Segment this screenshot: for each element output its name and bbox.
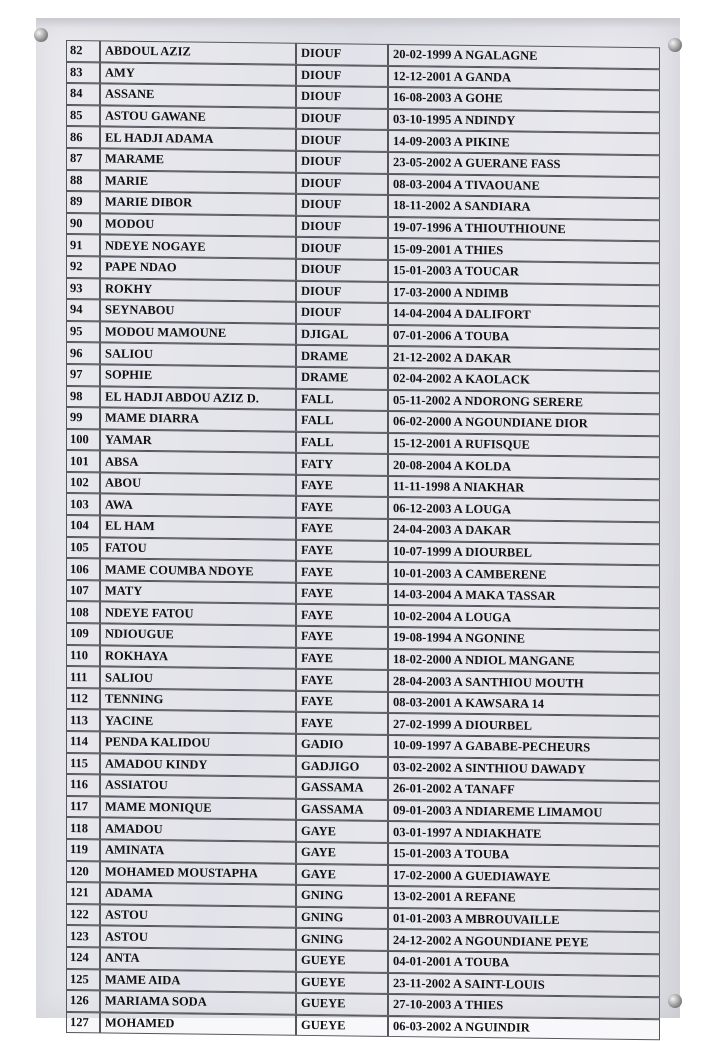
last-name-cell: DIOUF (296, 302, 388, 325)
last-name-cell: FAYE (296, 626, 388, 649)
last-name-cell: GADIO (296, 734, 388, 757)
birth-info-cell: 26-01-2002 A TANAFF (388, 778, 660, 803)
last-name-cell: GASSAMA (296, 777, 388, 800)
birth-info-cell: 23-05-2002 A GUERANE FASS (388, 152, 660, 177)
last-name-cell: FAYE (296, 561, 388, 584)
first-name-cell: MOHAMED MOUSTAPHA (100, 861, 296, 885)
row-number: 84 (66, 83, 100, 105)
first-name-cell: YACINE (100, 710, 296, 734)
last-name-cell: FALL (296, 431, 388, 454)
last-name-cell: GAYE (296, 820, 388, 843)
first-name-cell: ROKHY (100, 278, 296, 302)
row-number: 103 (66, 493, 100, 515)
first-name-cell: ADAMA (100, 883, 296, 907)
birth-info-cell: 03-02-2002 A SINTHIOU DAWADY (388, 757, 660, 782)
row-number: 118 (66, 817, 100, 839)
student-table (66, 40, 660, 1041)
last-name-cell: FAYE (296, 539, 388, 562)
last-name-cell: FAYE (296, 583, 388, 606)
last-name-cell: DRAME (296, 345, 388, 368)
first-name-cell: MARIE DIBOR (100, 192, 296, 216)
birth-info-cell: 09-01-2003 A NDIAREME LIMAMOU (388, 800, 660, 825)
birth-info-cell: 02-04-2002 A KAOLACK (388, 368, 660, 393)
birth-info-cell: 06-12-2003 A LOUGA (388, 497, 660, 522)
row-number: 110 (66, 645, 100, 667)
last-name-cell: GAYE (296, 863, 388, 886)
first-name-cell: MOHAMED (100, 1012, 296, 1036)
last-name-cell: FAYE (296, 475, 388, 498)
first-name-cell: MARAME (100, 148, 296, 172)
last-name-cell: GNING (296, 907, 388, 930)
first-name-cell: PAPE NDAO (100, 256, 296, 280)
last-name-cell: GUEYE (296, 993, 388, 1016)
birth-info-cell: 27-10-2003 A THIES (388, 994, 660, 1019)
row-number: 102 (66, 472, 100, 494)
birth-info-cell: 08-03-2001 A KAWSARA 14 (388, 692, 660, 717)
first-name-cell: ASSANE (100, 84, 296, 108)
birth-info-cell: 06-03-2002 A NGUINDIR (388, 1016, 660, 1041)
birth-info-cell: 18-11-2002 A SANDIARA (388, 195, 660, 220)
row-number: 124 (66, 947, 100, 969)
last-name-cell: DIOUF (296, 280, 388, 303)
birth-info-cell: 27-02-1999 A DIOURBEL (388, 713, 660, 738)
row-number: 82 (66, 40, 100, 62)
last-name-cell: GAYE (296, 842, 388, 865)
row-number: 100 (66, 429, 100, 451)
student-table-body (66, 40, 660, 1041)
first-name-cell: ABSA (100, 451, 296, 475)
first-name-cell: MAME MONIQUE (100, 796, 296, 820)
row-number: 97 (66, 364, 100, 386)
row-number: 112 (66, 688, 100, 710)
paper-top-shadow (36, 18, 680, 28)
last-name-cell: DIOUF (296, 237, 388, 260)
row-number: 83 (66, 62, 100, 84)
pin-bottom-right-icon (668, 994, 682, 1008)
row-number: 117 (66, 796, 100, 818)
last-name-cell: FAYE (296, 691, 388, 714)
row-number: 111 (66, 666, 100, 688)
birth-info-cell: 15-01-2003 A TOUBA (388, 843, 660, 868)
last-name-cell: FAYE (296, 518, 388, 541)
last-name-cell: DIOUF (296, 108, 388, 131)
last-name-cell: DIOUF (296, 259, 388, 282)
first-name-cell: MAME COUMBA NDOYE (100, 559, 296, 583)
last-name-cell: DIOUF (296, 129, 388, 152)
first-name-cell: SEYNABOU (100, 300, 296, 324)
row-number: 108 (66, 601, 100, 623)
row-number: 104 (66, 515, 100, 537)
row-number: 92 (66, 256, 100, 278)
last-name-cell: DIOUF (296, 151, 388, 174)
first-name-cell: ASSIATOU (100, 775, 296, 799)
first-name-cell: YAMAR (100, 429, 296, 453)
last-name-cell: GADJIGO (296, 755, 388, 778)
row-number: 109 (66, 623, 100, 645)
birth-info-cell: 06-02-2000 A NGOUNDIANE DIOR (388, 411, 660, 436)
first-name-cell: SOPHIE (100, 364, 296, 388)
last-name-cell: FAYE (296, 669, 388, 692)
first-name-cell: FATOU (100, 537, 296, 561)
birth-info-cell: 14-04-2004 A DALIFORT (388, 303, 660, 328)
first-name-cell: TENNING (100, 688, 296, 712)
birth-info-cell: 07-01-2006 A TOUBA (388, 325, 660, 350)
last-name-cell: DIOUF (296, 216, 388, 239)
first-name-cell: MATY (100, 580, 296, 604)
last-name-cell: DIOUF (296, 64, 388, 87)
row-number: 125 (66, 969, 100, 991)
row-number: 99 (66, 407, 100, 429)
first-name-cell: MODOU MAMOUNE (100, 321, 296, 345)
row-number: 90 (66, 213, 100, 235)
last-name-cell: GUEYE (296, 1015, 388, 1038)
birth-info-cell: 14-03-2004 A MAKA TASSAR (388, 584, 660, 609)
birth-info-cell: 05-11-2002 A NDORONG SERERE (388, 389, 660, 414)
first-name-cell: NDEYE NOGAYE (100, 235, 296, 259)
last-name-cell: FATY (296, 453, 388, 476)
birth-info-cell: 18-02-2000 A NDIOL MANGANE (388, 649, 660, 674)
first-name-cell: ROKHAYA (100, 645, 296, 669)
first-name-cell: MARIAMA SODA (100, 991, 296, 1015)
row-number: 101 (66, 450, 100, 472)
first-name-cell: MAME DIARRA (100, 408, 296, 432)
last-name-cell: FALL (296, 410, 388, 433)
row-number: 114 (66, 731, 100, 753)
first-name-cell: ASTOU (100, 904, 296, 928)
last-name-cell: FAYE (296, 647, 388, 670)
birth-info-cell: 21-12-2002 A DAKAR (388, 346, 660, 371)
birth-info-cell: 15-01-2003 A TOUCAR (388, 260, 660, 285)
row-number: 115 (66, 753, 100, 775)
row-number: 89 (66, 191, 100, 213)
first-name-cell: ANTA (100, 947, 296, 971)
row-number: 126 (66, 990, 100, 1012)
first-name-cell: ABOU (100, 472, 296, 496)
row-number: 98 (66, 386, 100, 408)
birth-info-cell: 17-02-2000 A GUEDIAWAYE (388, 864, 660, 889)
row-number: 87 (66, 148, 100, 170)
birth-info-cell: 10-02-2004 A LOUGA (388, 605, 660, 630)
last-name-cell: GNING (296, 885, 388, 908)
birth-info-cell: 14-09-2003 A PIKINE (388, 130, 660, 155)
birth-info-cell: 24-12-2002 A NGOUNDIANE PEYE (388, 929, 660, 954)
pin-top-left-icon (34, 28, 48, 42)
birth-info-cell: 01-01-2003 A MBROUVAILLE (388, 908, 660, 933)
last-name-cell: DJIGAL (296, 324, 388, 347)
first-name-cell: SALIOU (100, 343, 296, 367)
row-number: 121 (66, 882, 100, 904)
first-name-cell: ASTOU (100, 926, 296, 950)
first-name-cell: PENDA KALIDOU (100, 731, 296, 755)
row-number: 96 (66, 342, 100, 364)
first-name-cell: MAME AIDA (100, 969, 296, 993)
first-name-cell: SALIOU (100, 667, 296, 691)
birth-info-cell: 16-08-2003 A GOHE (388, 87, 660, 112)
birth-info-cell: 04-01-2001 A TOUBA (388, 951, 660, 976)
birth-info-cell: 17-03-2000 A NDIMB (388, 281, 660, 306)
row-number: 122 (66, 904, 100, 926)
row-number: 95 (66, 321, 100, 343)
row-number: 91 (66, 234, 100, 256)
birth-info-cell: 23-11-2002 A SAINT-LOUIS (388, 972, 660, 997)
birth-info-cell: 08-03-2004 A TIVAOUANE (388, 173, 660, 198)
birth-info-cell: 10-01-2003 A CAMBERENE (388, 562, 660, 587)
birth-info-cell: 19-08-1994 A NGONINE (388, 627, 660, 652)
birth-info-cell: 11-11-1998 A NIAKHAR (388, 476, 660, 501)
birth-info-cell: 24-04-2003 A DAKAR (388, 519, 660, 544)
last-name-cell: GASSAMA (296, 799, 388, 822)
row-number: 119 (66, 839, 100, 861)
first-name-cell: AMINATA (100, 839, 296, 863)
first-name-cell: MARIE (100, 170, 296, 194)
row-number: 93 (66, 278, 100, 300)
first-name-cell: AWA (100, 494, 296, 518)
first-name-cell: MODOU (100, 213, 296, 237)
birth-info-cell: 03-01-1997 A NDIAKHATE (388, 821, 660, 846)
row-number: 94 (66, 299, 100, 321)
row-number: 116 (66, 774, 100, 796)
birth-info-cell: 15-09-2001 A THIES (388, 238, 660, 263)
first-name-cell: ABDOUL AZIZ (100, 40, 296, 64)
birth-info-cell: 13-02-2001 A REFANE (388, 886, 660, 911)
birth-info-cell: 12-12-2001 A GANDA (388, 66, 660, 91)
last-name-cell: DRAME (296, 367, 388, 390)
pin-top-right-icon (668, 38, 682, 52)
row-number: 88 (66, 170, 100, 192)
first-name-cell: NDIOUGUE (100, 623, 296, 647)
row-number: 85 (66, 105, 100, 127)
last-name-cell: DIOUF (296, 43, 388, 66)
birth-info-cell: 19-07-1996 A THIOUTHIOUNE (388, 217, 660, 242)
row-number: 107 (66, 580, 100, 602)
row-number: 127 (66, 1012, 100, 1034)
birth-info-cell: 10-07-1999 A DIOURBEL (388, 541, 660, 566)
birth-info-cell: 20-08-2004 A KOLDA (388, 454, 660, 479)
row-number: 105 (66, 537, 100, 559)
last-name-cell: FAYE (296, 712, 388, 735)
last-name-cell: FALL (296, 388, 388, 411)
row-number: 113 (66, 709, 100, 731)
last-name-cell: FAYE (296, 496, 388, 519)
first-name-cell: ASTOU GAWANE (100, 105, 296, 129)
last-name-cell: GUEYE (296, 971, 388, 994)
last-name-cell: DIOUF (296, 194, 388, 217)
first-name-cell: AMY (100, 62, 296, 86)
birth-info-cell: 28-04-2003 A SANTHIOU MOUTH (388, 670, 660, 695)
row-number: 123 (66, 925, 100, 947)
first-name-cell: NDEYE FATOU (100, 602, 296, 626)
last-name-cell: GUEYE (296, 950, 388, 973)
first-name-cell: EL HAM (100, 515, 296, 539)
last-name-cell: DIOUF (296, 86, 388, 109)
last-name-cell: FAYE (296, 604, 388, 627)
birth-info-cell: 03-10-1995 A NDINDY (388, 109, 660, 134)
last-name-cell: GNING (296, 928, 388, 951)
first-name-cell: EL HADJI ABDOU AZIZ D. (100, 386, 296, 410)
first-name-cell: AMADOU (100, 818, 296, 842)
birth-info-cell: 15-12-2001 A RUFISQUE (388, 433, 660, 458)
row-number: 86 (66, 126, 100, 148)
last-name-cell: DIOUF (296, 172, 388, 195)
first-name-cell: AMADOU KINDY (100, 753, 296, 777)
row-number: 120 (66, 861, 100, 883)
first-name-cell: EL HADJI ADAMA (100, 127, 296, 151)
birth-info-cell: 10-09-1997 A GABABE-PECHEURS (388, 735, 660, 760)
row-number: 106 (66, 558, 100, 580)
student-list (66, 40, 660, 1041)
birth-info-cell: 20-02-1999 A NGALAGNE (388, 44, 660, 69)
